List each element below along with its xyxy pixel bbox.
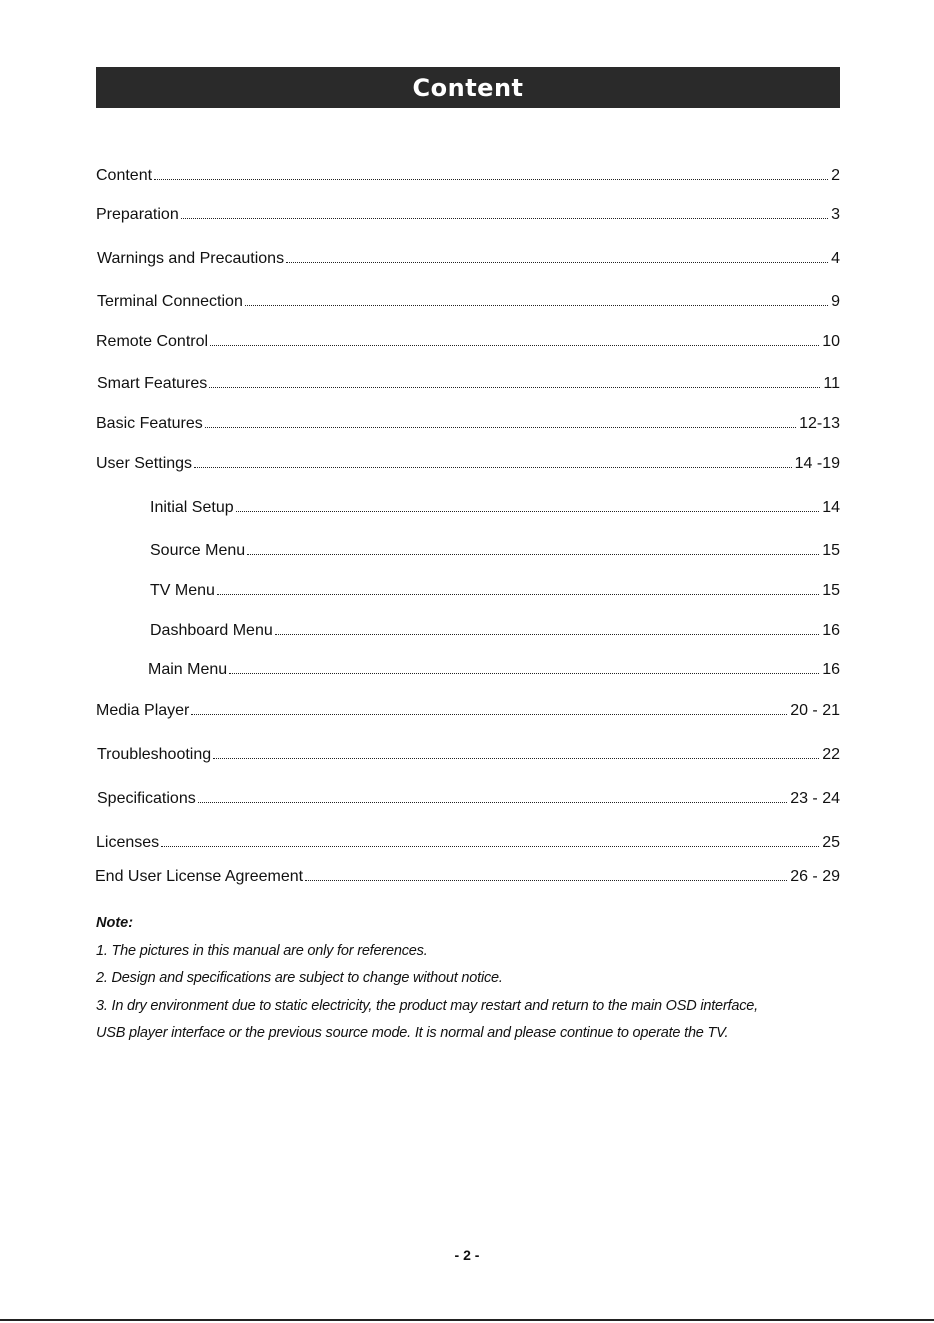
page-number: - 2 -: [454, 1247, 480, 1263]
toc-entry-label: TV Menu: [150, 582, 215, 599]
toc-dot-leader: [213, 757, 819, 759]
note-line: 2. Design and specifications are subject to change without notice.: [96, 970, 503, 986]
toc-entry-page: 15: [822, 542, 840, 559]
note-section: [96, 910, 856, 1048]
toc-entry-warnings[interactable]: [97, 249, 840, 269]
toc-entry-label: Specifications: [97, 790, 196, 807]
toc-dot-leader: [217, 593, 819, 595]
toc-entry-initial-setup[interactable]: [150, 498, 840, 518]
toc-entry-page: 14 -19: [794, 455, 840, 472]
toc-entry-label: Warnings and Precautions: [97, 250, 285, 267]
toc-dot-leader: [210, 344, 819, 346]
toc-entry-page: 14: [822, 499, 840, 516]
toc-entry-label: Smart Features: [97, 375, 208, 392]
toc-entry-label: Source Menu: [150, 542, 246, 559]
toc-entry-page: 16: [822, 661, 840, 678]
toc-entry-dashboard-menu[interactable]: [150, 621, 840, 641]
toc-entry-main-menu[interactable]: [148, 660, 840, 680]
toc-dot-leader: [161, 845, 819, 847]
toc-entry-page: 15: [822, 582, 840, 599]
toc-entry-content[interactable]: [96, 166, 840, 186]
toc-entry-media-player[interactable]: [96, 701, 840, 721]
toc-dot-leader: [236, 510, 820, 512]
toc-entry-page: 25: [822, 834, 840, 851]
toc-dot-leader: [275, 633, 819, 635]
toc-entry-label: End User License Agreement: [95, 868, 304, 885]
toc-entry-tv-menu[interactable]: [150, 581, 840, 601]
toc-dot-leader: [181, 217, 828, 219]
toc-entry-remote-control[interactable]: [96, 332, 840, 352]
toc-entry-label: Remote Control: [96, 333, 209, 350]
toc-dot-leader: [229, 672, 819, 674]
toc-entry-label: Media Player: [96, 702, 190, 719]
toc-entry-label: Content: [96, 167, 153, 184]
toc-entry-page: 22: [822, 746, 840, 763]
toc-entry-page: 20 - 21: [790, 702, 840, 719]
toc-entry-label: Troubleshooting: [97, 746, 212, 763]
toc-entry-source-menu[interactable]: [150, 541, 840, 561]
note-line: 1. The pictures in this manual are only for references.: [96, 942, 428, 959]
toc-dot-leader: [247, 553, 819, 555]
toc-entry-page: 2: [831, 167, 840, 184]
toc-dot-leader: [305, 879, 787, 881]
note-line: USB player interface or the previous source mode. It is normal and please continue to operate the TV.: [96, 1025, 729, 1041]
toc-entry-page: 10: [822, 333, 840, 350]
toc-entry-troubleshooting[interactable]: [97, 745, 840, 765]
toc-entry-page: 4: [831, 250, 840, 267]
toc-entry-terminal-connection[interactable]: [97, 292, 840, 312]
toc-entry-label: Basic Features: [96, 415, 203, 432]
toc-entry-page: 16: [822, 622, 840, 639]
toc-entry-specifications[interactable]: [97, 789, 840, 809]
toc-entry-label: Dashboard Menu: [150, 622, 273, 639]
toc-entry-label: Licenses: [96, 834, 160, 851]
toc-entry-basic-features[interactable]: [96, 414, 840, 434]
toc-entry-licenses[interactable]: [96, 833, 840, 853]
toc-dot-leader: [209, 386, 820, 388]
toc-entry-page: 12-13: [799, 415, 840, 432]
note-line: 3. In dry environment due to static electricity, the product may restart and return to the main OSD interface,: [96, 997, 758, 1014]
toc-entry-label: Main Menu: [148, 661, 228, 678]
toc-dot-leader: [205, 426, 796, 428]
toc-entry-page: 11: [823, 375, 840, 392]
toc-dot-leader: [286, 261, 828, 263]
toc-entry-page: 3: [831, 206, 840, 223]
toc-entry-preparation[interactable]: [96, 205, 840, 225]
toc-entry-label: Initial Setup: [150, 499, 234, 516]
toc-entry-label: Preparation: [96, 206, 179, 223]
toc-entry-smart-features[interactable]: [97, 374, 840, 394]
bottom-divider: [0, 1319, 934, 1321]
toc-entry-user-settings[interactable]: [96, 454, 840, 474]
toc-entry-label: Terminal Connection: [97, 293, 243, 310]
toc-entry-page: 26 - 29: [790, 868, 840, 885]
toc-entry-eula[interactable]: [95, 867, 840, 887]
toc-dot-leader: [154, 178, 828, 180]
note-heading: Note:: [96, 915, 134, 931]
toc-entry-page: 9: [831, 293, 840, 310]
page-title: Content: [96, 67, 840, 108]
toc-dot-leader: [194, 466, 792, 468]
toc-dot-leader: [245, 304, 828, 306]
toc-entry-page: 23 - 24: [790, 790, 840, 807]
toc-dot-leader: [198, 801, 787, 803]
toc-dot-leader: [191, 713, 787, 715]
toc-entry-label: User Settings: [96, 455, 193, 472]
